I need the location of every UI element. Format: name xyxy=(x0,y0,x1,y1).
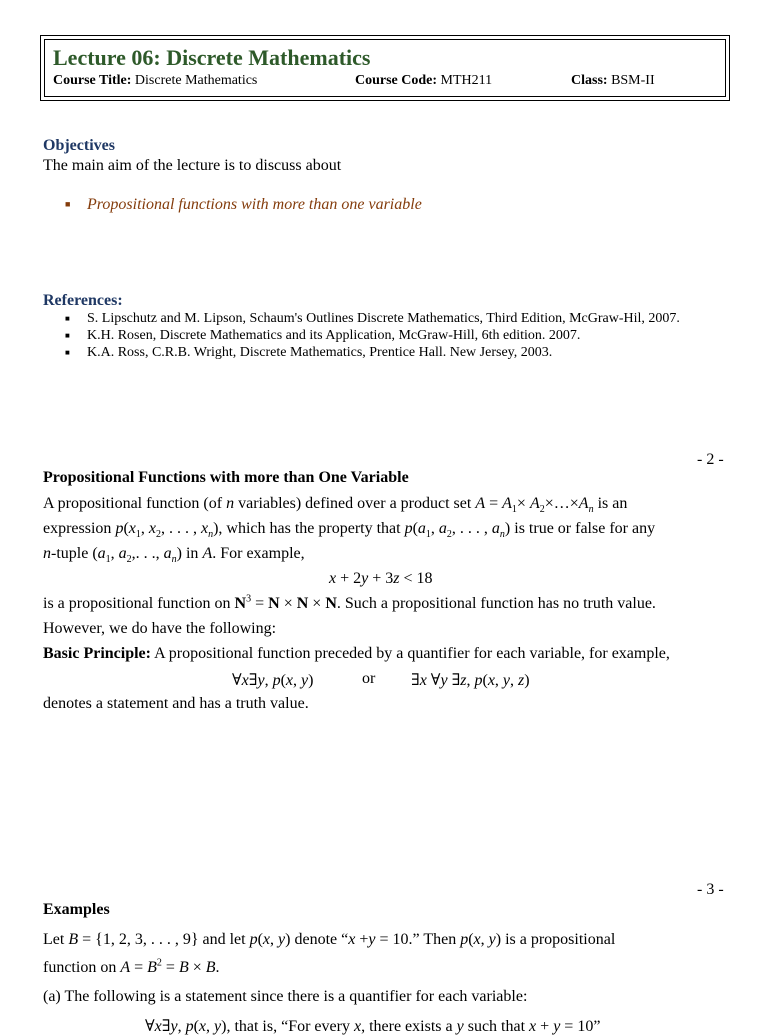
lecture-title: Lecture 06: Discrete Mathematics xyxy=(53,45,371,70)
basic-principle: Basic Principle: A propositional function preceded by a quantifier for each variable, for example, xyxy=(43,645,670,662)
or-text: or xyxy=(362,670,376,687)
paragraph-line: (a) The following is a statement since there is a quantifier for each variable: xyxy=(43,988,528,1005)
equation: x + 2y + 3z < 18 xyxy=(329,570,433,587)
bullet-square-icon: ■ xyxy=(65,314,70,323)
bullet-square-icon: ■ xyxy=(65,199,71,209)
paragraph-line: However, we do have the following: xyxy=(43,620,277,637)
paragraph-line: A propositional function (of n variables) defined over a product set $A = A_1\times$ $A_2\times\dots\times A_n$ is an xyxy=(43,495,628,516)
quantifier-expression: ∃x ∀y ∃z, p(x, y, z) xyxy=(411,672,530,689)
paragraph-line: expression $p(x_1$, $x_2$, . . . , $x_n$), which has the property that $p(a_1$, $a_2$, . . . , $a_n$) is true or false for any xyxy=(43,520,656,541)
bullet-square-icon: ■ xyxy=(65,331,70,340)
section-title: Examples xyxy=(43,901,110,918)
reference-item: S. Lipschutz and M. Lipson, Schaum's Outlines Discrete Mathematics, Third Edition, McGraw-Hil, 2007. xyxy=(87,311,680,326)
course-code: Course Code: MTH211 xyxy=(355,73,493,88)
paragraph-line: denotes a statement and has a truth value. xyxy=(43,695,309,712)
references-heading: References: xyxy=(43,292,123,309)
paragraph-line: ∀x∃y, p(x, y), that is, “For every x, there exists a y such that x + y = 10” xyxy=(145,1018,601,1035)
page-number: - 3 - xyxy=(697,881,724,898)
paragraph-line: is a propositional function on $N^3 = N \times N \times N$. Such a propositional function has no truth value. xyxy=(43,593,656,612)
course-title: Course Title: Discrete Mathematics xyxy=(53,73,258,88)
bullet-square-icon: ■ xyxy=(65,348,70,357)
reference-item: K.A. Ross, C.R.B. Wright, Discrete Mathematics, Prentice Hall. New Jersey, 2003. xyxy=(87,345,553,360)
objectives-heading: Objectives xyxy=(43,137,115,154)
page-number: - 2 - xyxy=(697,451,724,468)
paragraph-line: n-tuple ($a_1$, $a_2$,. . ., $a_n$) in A. For example, xyxy=(43,545,305,566)
paragraph-line: function on $A = B^2 = B \times B$. xyxy=(43,957,220,976)
objective-item: Propositional functions with more than one variable xyxy=(87,196,422,213)
reference-item: K.H. Rosen, Discrete Mathematics and its Application, McGraw-Hill, 6th edition. 2007. xyxy=(87,328,581,343)
quantifier-expression: ∀x∃y, p(x, y) xyxy=(232,672,314,689)
section-title: Propositional Functions with more than One Variable xyxy=(43,469,409,486)
objectives-intro: The main aim of the lecture is to discuss about xyxy=(43,157,342,174)
class-info: Class: BSM-II xyxy=(571,73,655,88)
paragraph-line: Let B = {1, 2, 3, . . . , 9} and let p(x, y) denote “x +y = 10.” Then p(x, y) is a propositional xyxy=(43,931,616,948)
